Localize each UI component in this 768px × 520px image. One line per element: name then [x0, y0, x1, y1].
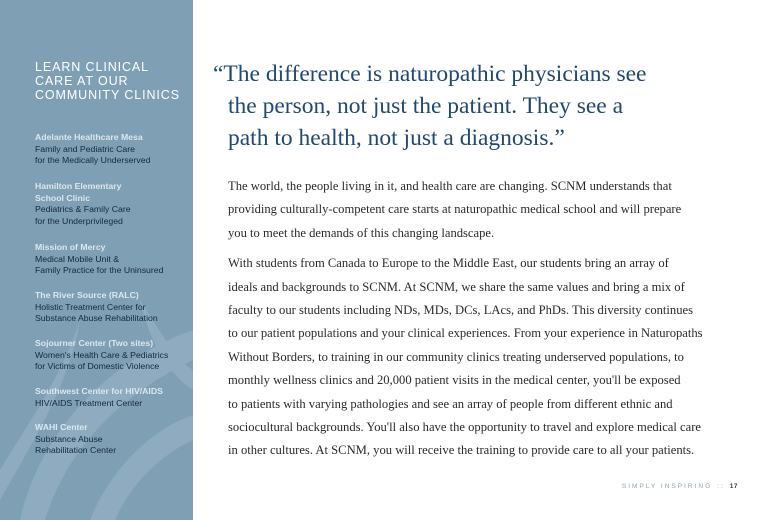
- clinic-desc: Pediatrics & Family Care: [35, 204, 131, 214]
- clinic-sojourner: [35, 338, 190, 373]
- sidebar-title-line: CARE AT OUR: [35, 74, 129, 88]
- clinic-name: Hamilton Elementary: [35, 181, 122, 191]
- clinic-adelante: [35, 132, 190, 167]
- sidebar-title-line: COMMUNITY CLINICS: [35, 88, 180, 102]
- paragraph-line: in other cultures. At SCNM, you will receive the training to provide care to all your patients.: [228, 443, 695, 458]
- clinic-name: School Clinic: [35, 192, 91, 203]
- paragraph-line: providing culturally-competent care starts at naturopathic medical school and will prepare: [228, 202, 682, 217]
- body-text: [228, 175, 728, 463]
- pull-quote: [213, 58, 733, 154]
- clinic-desc: Medical Mobile Unit &: [35, 253, 120, 264]
- quote-line: path to health, not just a diagnosis.”: [228, 125, 565, 151]
- clinic-desc: Substance Abuse: [35, 433, 103, 444]
- clinic-desc: for Victims of Domestic Violence: [35, 361, 160, 371]
- paragraph-line: monthly wellness clinics and 20,000 patient visits in the medical center, you'll be exposed: [228, 373, 681, 388]
- paragraph-line: ideals and backgrounds to SCNM. At SCNM, we share the same values and bring a mix of: [228, 279, 685, 294]
- sidebar-title-line: LEARN CLINICAL: [35, 60, 150, 74]
- clinic-southwest-center: [35, 386, 190, 409]
- paragraph-line: faculty to our students including NDs, MDs, DCs, LAcs, and PhDs. This diversity continues: [228, 303, 694, 318]
- clinic-name: The River Source (RALC): [35, 290, 139, 300]
- paragraph-2: [228, 252, 728, 463]
- quote-line: the person, not just the patient. They see a: [228, 93, 624, 119]
- clinic-desc: for the Medically Underserved: [35, 155, 151, 165]
- paragraph-line: Without Borders, to training in our community clinics treating underserved populations, to: [228, 349, 684, 364]
- clinic-name: Mission of Mercy: [35, 242, 106, 252]
- paragraph-line: to patients with varying pathologies and see an array of people from different ethnic and: [228, 396, 673, 411]
- clinic-name: WAHI Center: [35, 422, 88, 432]
- page-number: 17: [729, 483, 738, 490]
- clinic-desc: Holistic Treatment Center for: [35, 301, 146, 312]
- footer-separator: ::: [717, 483, 725, 490]
- paragraph-line: With students from Canada to Europe to the Middle East, our students bring an array of: [228, 256, 669, 271]
- paragraph-line: The world, the people living in it, and health care are changing. SCNM understands that: [228, 179, 672, 193]
- clinic-desc: Rehabilitation Center: [35, 445, 117, 455]
- paragraph-line: sociocultural backgrounds. You'll also have the opportunity to travel and explore medical care: [228, 420, 702, 435]
- clinic-desc: Family and Pediatric Care: [35, 143, 135, 154]
- quote-line: “The difference is naturopathic physicians see: [213, 61, 647, 87]
- footer-tagline: SIMPLY INSPIRING: [621, 483, 713, 490]
- clinic-desc: Family Practice for the Uninsured: [35, 265, 164, 275]
- clinic-desc: for the Underprivileged: [35, 215, 123, 226]
- sidebar: [0, 0, 193, 520]
- clinic-desc: Substance Abuse Rehabilitation: [35, 313, 158, 323]
- clinic-desc: Women's Health Care & Pediatrics: [35, 349, 169, 360]
- paragraph-line: to our patient populations and your clinical experiences. From your experience in Naturopaths: [228, 326, 703, 341]
- clinic-river-source: [35, 290, 190, 325]
- paragraph-1: [228, 175, 728, 245]
- clinic-name: Adelante Healthcare Mesa: [35, 132, 143, 142]
- clinic-name: Sojourner Center (Two sites): [35, 338, 154, 348]
- sidebar-title: [35, 60, 185, 102]
- page-footer: [622, 483, 738, 490]
- clinic-name: Southwest Center for HIV/AIDS: [35, 386, 163, 396]
- clinic-wahi-center: [35, 422, 190, 457]
- clinic-desc: HIV/AIDS Treatment Center: [35, 397, 143, 408]
- paragraph-line: you to meet the demands of this changing landscape.: [228, 225, 495, 240]
- clinic-mission-of-mercy: [35, 242, 190, 277]
- clinic-hamilton: [35, 181, 190, 227]
